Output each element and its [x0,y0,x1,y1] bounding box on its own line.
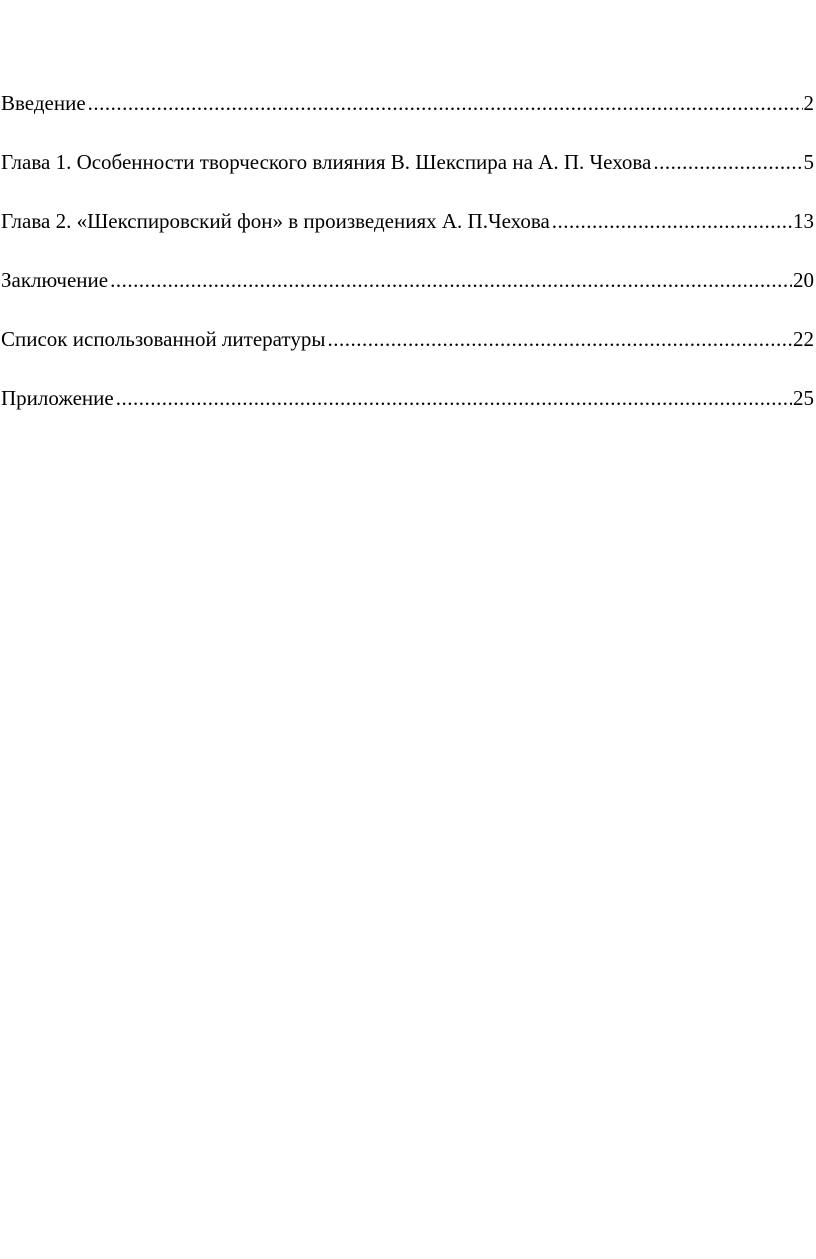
toc-entry-page-number: 5 [803,150,814,174]
toc-entry-title: Список использованной литературы [1,327,326,351]
toc-entry-appendix [1,381,814,440]
toc-dot-leader [116,381,792,415]
toc-entry-page-number: 25 [793,386,814,410]
toc-dot-leader [552,204,792,238]
toc-dot-leader [88,86,803,120]
toc-entry-chapter-1 [1,145,814,204]
table-of-contents [1,86,814,440]
toc-entry-chapter-2 [1,204,814,263]
toc-entry-title: Глава 1. Особенности творческого влияния В. Шекспира на А. П. Чехова [1,150,652,174]
toc-dot-leader [653,145,802,179]
toc-dot-leader [110,263,792,297]
toc-entry-page-number: 22 [793,327,814,351]
toc-dot-leader [327,322,792,356]
toc-entry-bibliography [1,322,814,381]
toc-entry-title: Приложение [1,386,114,410]
toc-entry-page-number: 2 [803,91,814,115]
toc-entry-title: Заключение [1,268,109,292]
toc-entry-introduction [1,86,814,145]
toc-entry-conclusion [1,263,814,322]
toc-entry-title: Введение [1,91,86,115]
toc-entry-page-number: 20 [793,268,814,292]
toc-entry-title: Глава 2. «Шекспировский фон» в произведениях А. П.Чехова [1,209,550,233]
toc-entry-page-number: 13 [793,209,814,233]
